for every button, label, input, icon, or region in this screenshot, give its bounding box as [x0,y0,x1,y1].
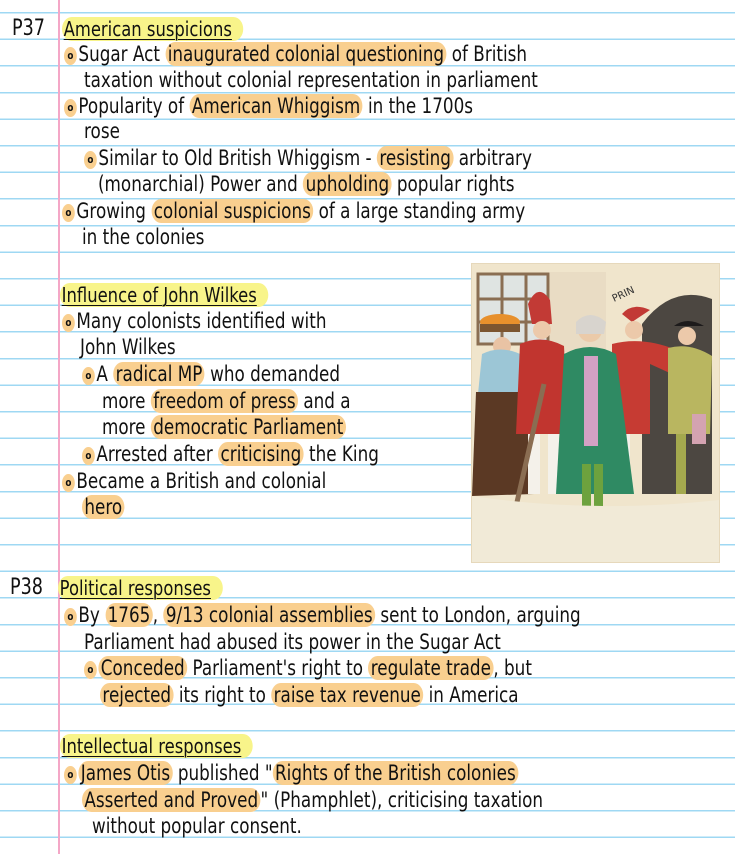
section-heading-american-suspicions: American suspicions [62,17,243,41]
note-line: (monarchial) Power and upholding popular rights [98,172,515,196]
highlight: Rights of the British colonies [273,761,519,785]
bullet-icon: o [82,447,95,465]
bullet-icon: o [64,608,77,626]
highlight: upholding [303,172,391,196]
page-reference: P37 [12,16,46,41]
note-line: o Many colonists identified with [62,308,326,334]
highlight: Asserted and Proved [82,788,261,812]
note-line: rejected its right to raise tax revenue in America [100,682,519,708]
note-line: o Conceded Parliament's right to regulate trade , but [84,655,532,681]
highlight: criticising [218,442,304,466]
bullet-icon: o [62,314,75,332]
highlight: democratic Parliament [151,415,346,439]
highlight: rejected [100,683,174,707]
highlight: hero [82,495,125,519]
bullet-icon: o [64,99,77,117]
highlight: radical MP [113,362,205,386]
note-line [82,494,125,520]
highlight: Conceded [98,656,187,680]
bullet-icon: o [64,47,77,65]
note-line: o Similar to Old British Whiggism - resisting arbitrary [84,145,532,171]
highlight: resisting [377,146,453,170]
note-line: o Sugar Act inaugurated colonial questioning of British [64,41,527,67]
note-line: taxation without colonial representation in parliament [84,68,538,92]
highlight: raise tax revenue [271,683,423,707]
highlight: 1765 [105,603,153,627]
section-heading-john-wilkes: Influence of John Wilkes [60,283,268,307]
page-reference: P38 [10,575,44,600]
note-line: Asserted and Proved " (Phamphlet), criticising taxation [82,787,543,813]
bullet-icon: o [84,151,97,169]
highlight: American Whiggism [189,94,362,118]
note-line: rose [84,119,120,143]
john-wilkes-illustration [471,263,720,563]
bullet-icon: o [62,204,75,222]
note-line: more democratic Parliament [102,414,346,440]
highlight: inaugurated colonial questioning [165,42,446,66]
highlight: James Otis [78,761,172,785]
note-line: without popular consent. [92,814,302,838]
bullet-icon: o [64,766,77,784]
section-heading-intellectual-responses: Intellectual responses [60,734,253,758]
note-line: o Growing colonial suspicions of a large standing army [62,198,525,224]
note-line: Parliament had abused its power in the Sugar Act [84,630,501,654]
highlight: freedom of press [151,389,298,413]
note-line: John Wilkes [80,335,176,359]
note-line: o James Otis published " Rights of the British colonies [64,760,518,786]
note-line: more freedom of press and a [102,389,351,413]
note-line: o Popularity of American Whiggism in the 1700s [64,93,473,119]
svg-text:PRIN: PRIN [610,284,637,305]
bullet-icon: o [82,367,95,385]
section-heading-political-responses: Political responses [58,576,222,600]
note-line: o Became a British and colonial [62,468,326,494]
note-line: o Arrested after criticising the King [82,441,379,467]
highlight: regulate trade [368,656,493,680]
bullet-icon: o [62,474,75,492]
note-line: o By 1765 , 9/13 colonial assemblies sent to London, arguing [64,602,581,628]
note-line: o A radical MP who demanded [82,361,340,387]
margin-line [58,0,60,854]
note-line: in the colonies [82,225,205,249]
bullet-icon: o [84,661,97,679]
highlight: colonial suspicions [151,199,313,223]
highlight: 9/13 colonial assemblies [163,603,375,627]
